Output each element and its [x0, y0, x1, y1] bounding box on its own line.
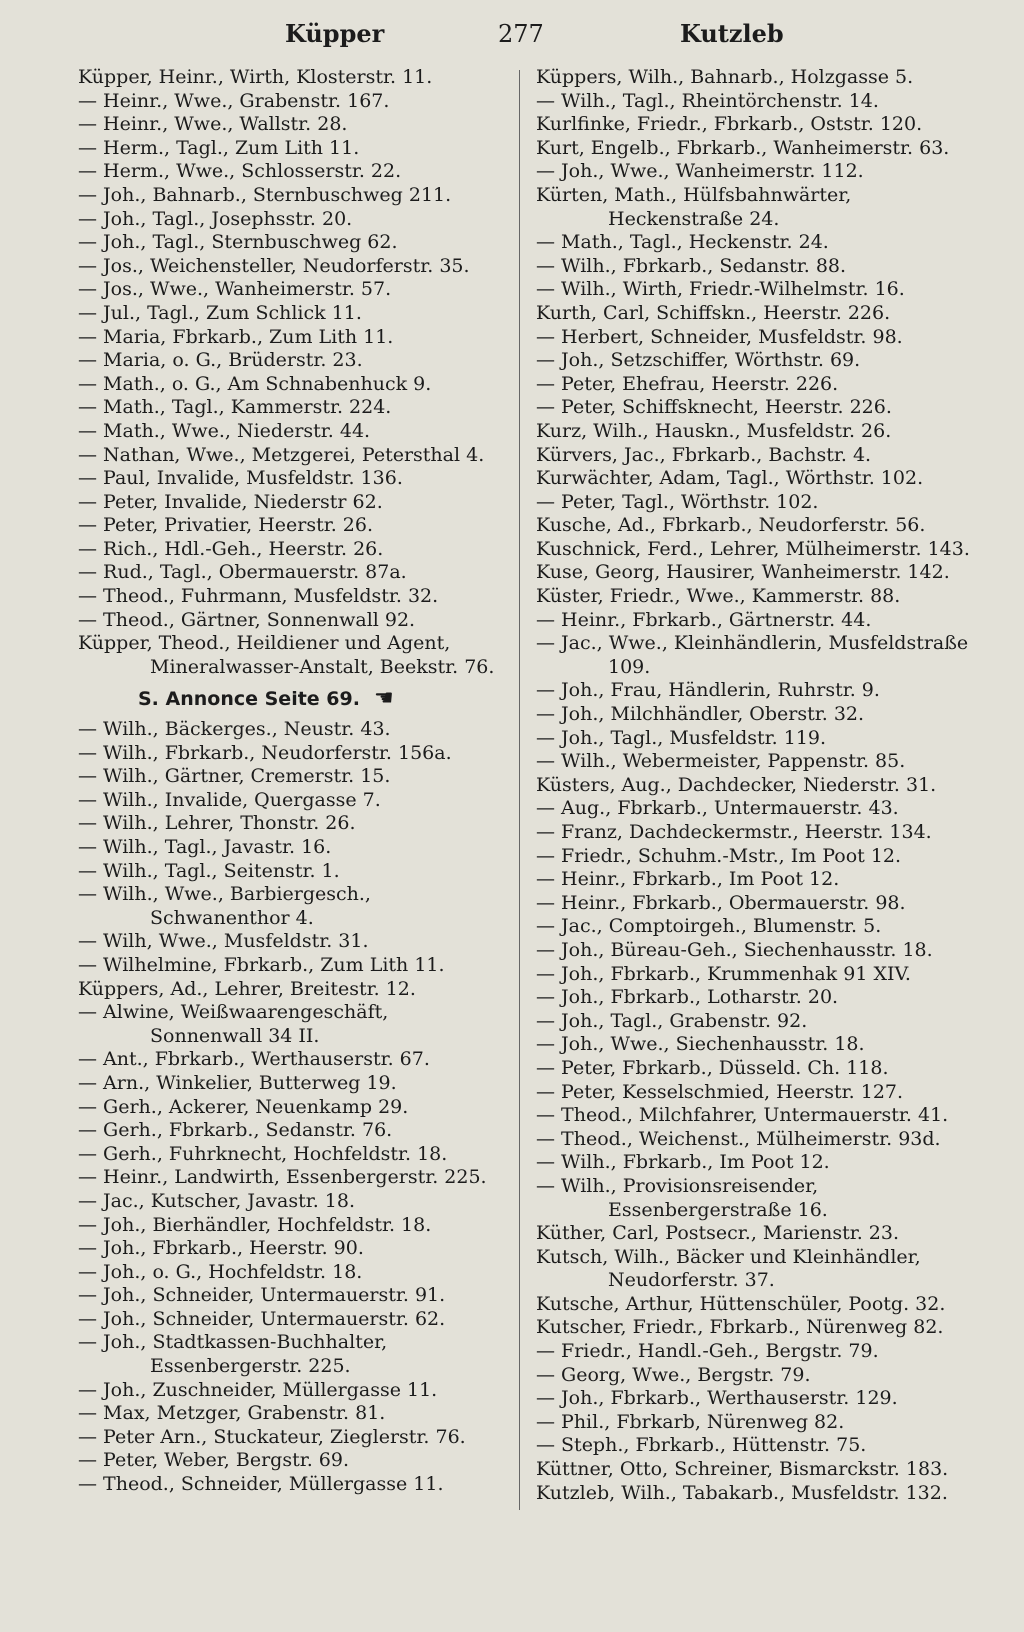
directory-entry: — Joh., Fbrkarb., Heerstr. 90. [78, 1237, 364, 1260]
directory-entry: Küpper, Heinr., Wirth, Klosterstr. 11. [78, 66, 433, 88]
directory-entry: — Jac., Kutscher, Javastr. 18. [78, 1189, 356, 1212]
directory-entry: — Joh., Stadtkassen-Buchhalter, Essenbergerstr. 225. [78, 1331, 388, 1378]
directory-entry: — Phil., Fbrkarb, Nürenweg 82. [536, 1410, 845, 1433]
page-number: 277 [498, 20, 544, 48]
directory-entry: Kurt, Engelb., Fbrkarb., Wanheimerstr. 63. [536, 136, 950, 159]
directory-entry: — Theod., Gärtner, Sonnenwall 92. [78, 608, 416, 631]
directory-entry: — Maria, Fbrkarb., Zum Lith 11. [78, 325, 394, 348]
directory-entry: Küsters, Aug., Dachdecker, Niederstr. 31. [536, 773, 937, 796]
directory-entry: — Joh., Zuschneider, Müllergasse 11. [78, 1378, 438, 1401]
directory-entry: Kutscher, Friedr., Fbrkarb., Nürenweg 82. [536, 1316, 944, 1339]
directory-entry: — Wilh., Gärtner, Cremerstr. 15. [78, 765, 391, 788]
directory-entry: — Wilh., Wwe., Barbiergesch., Schwanenthor 4. [78, 883, 371, 929]
directory-entry: — Joh., Fbrkarb., Krummenhak 91 XIV. [536, 962, 911, 985]
directory-entry: — Peter, Weber, Bergstr. 69. [78, 1449, 350, 1472]
directory-entry: — Maria, o. G., Brüderstr. 23. [78, 349, 363, 372]
directory-entry: Küppers, Wilh., Bahnarb., Holzgasse 5. [536, 66, 914, 88]
directory-entry: — Alwine, Weißwaarengeschäft, Sonnenwall 34 II. [78, 1001, 389, 1047]
directory-entry: — Theod., Schneider, Müllergasse 11. [78, 1473, 444, 1496]
directory-entry: Kutzleb, Wilh., Tabakarb., Musfeldstr. 132. [536, 1481, 948, 1504]
directory-entry: Kuse, Georg, Hausirer, Wanheimerstr. 142. [536, 561, 950, 584]
directory-entry: — Georg, Wwe., Bergstr. 79. [536, 1363, 811, 1386]
directory-entry: — Peter, Invalide, Niederstr 62. [78, 490, 383, 513]
directory-entry: — Joh., Wwe., Wanheimerstr. 112. [536, 160, 864, 183]
directory-entry: — Herm., Tagl., Zum Lith 11. [78, 136, 360, 159]
directory-entry: — Wilh., Tagl., Rheintörchenstr. 14. [536, 89, 879, 112]
directory-entry: Kurth, Carl, Schiffskn., Heerstr. 226. [536, 301, 891, 324]
directory-entry: — Gerh., Ackerer, Neuenkamp 29. [78, 1095, 409, 1118]
directory-entry: — Nathan, Wwe., Metzgerei, Petersthal 4. [78, 443, 485, 466]
directory-entry: — Wilh., Invalide, Quergasse 7. [78, 788, 381, 811]
right-column [536, 66, 972, 1505]
directory-entry: — Peter, Kesselschmied, Heerstr. 127. [536, 1080, 904, 1103]
directory-entry: — Joh., Milchhändler, Oberstr. 32. [536, 703, 865, 726]
annonce-text: S. Annonce Seite 69. [138, 688, 360, 711]
directory-entry: — Herbert, Schneider, Musfeldstr. 98. [536, 325, 903, 348]
directory-entry: — Franz, Dachdeckermstr., Heerstr. 134. [536, 821, 932, 843]
directory-entry: — Peter, Fbrkarb., Düsseld. Ch. 118. [536, 1056, 889, 1079]
directory-entry: — Friedr., Handl.-Geh., Bergstr. 79. [536, 1340, 879, 1363]
directory-entry: — Paul, Invalide, Musfeldstr. 136. [78, 467, 403, 490]
directory-entry: Kutsch, Wilh., Bäcker und Kleinhändler, Neudorferstr. 37. [536, 1245, 921, 1292]
directory-entry: Kürvers, Jac., Fbrkarb., Bachstr. 4. [536, 443, 872, 466]
directory-entry: — Wilh., Webermeister, Pappenstr. 85. [536, 750, 906, 773]
directory-entry: — Herm., Wwe., Schlosserstr. 22. [78, 160, 402, 183]
directory-entry: — Heinr., Landwirth, Essenbergerstr. 225. [78, 1166, 487, 1189]
directory-entry: — Joh., Tagl., Josephsstr. 20. [78, 207, 353, 230]
directory-entry: — Joh., Schneider, Untermauerstr. 91. [78, 1284, 446, 1307]
directory-entry: — Theod., Milchfahrer, Untermauerstr. 41. [536, 1104, 949, 1127]
directory-entry: — Joh., Wwe., Siechenhausstr. 18. [536, 1033, 865, 1056]
directory-entry: — Heinr., Wwe., Grabenstr. 167. [78, 89, 390, 112]
directory-entry: — Wilh., Tagl., Seitenstr. 1. [78, 859, 340, 882]
directory-entry: Küttner, Otto, Schreiner, Bismarckstr. 183. [536, 1458, 949, 1481]
directory-entry: — Joh., Schneider, Untermauerstr. 62. [78, 1307, 446, 1330]
directory-entry: — Wilh., Lehrer, Thonstr. 26. [78, 812, 356, 835]
directory-entry: — Jos., Weichensteller, Neudorferstr. 35. [78, 254, 470, 277]
directory-entry: — Wilh., Fbrkarb., Im Poot 12. [536, 1151, 830, 1174]
directory-entry: — Rich., Hdl.-Geh., Heerstr. 26. [78, 537, 384, 560]
annonce-reference [78, 687, 506, 712]
directory-entry: — Joh., Frau, Händlerin, Ruhrstr. 9. [536, 679, 880, 702]
directory-entry: Kurlfinke, Friedr., Fbrkarb., Oststr. 120. [536, 113, 923, 136]
directory-entry: — Joh., Tagl., Grabenstr. 92. [536, 1009, 808, 1032]
directory-entry: — Wilh., Wirth, Friedr.-Wilhelmstr. 16. [536, 278, 905, 301]
directory-entry: — Joh., Tagl., Musfeldstr. 119. [536, 726, 827, 749]
directory-entry: — Jos., Wwe., Wanheimerstr. 57. [78, 278, 392, 301]
directory-entry: — Rud., Tagl., Obermauerstr. 87a. [78, 561, 407, 584]
directory-entry: Küppers, Ad., Lehrer, Breitestr. 12. [78, 977, 416, 1000]
directory-entry: Küther, Carl, Postsecr., Marienstr. 23. [536, 1222, 899, 1245]
directory-entry: Kürten, Math., Hülfsbahnwärter, Heckenstraße 24. [536, 183, 852, 230]
directory-entry: — Ant., Fbrkarb., Werthauserstr. 67. [78, 1048, 430, 1071]
directory-entry: — Wilh., Fbrkarb., Sedanstr. 88. [536, 254, 847, 277]
directory-entry: — Joh., Fbrkarb., Werthauserstr. 129. [536, 1387, 898, 1410]
directory-entry: — Heinr., Fbrkarb., Im Poot 12. [536, 868, 840, 891]
directory-entry: — Max, Metzger, Grabenstr. 81. [78, 1402, 386, 1425]
directory-entry: — Gerh., Fuhrknecht, Hochfeldstr. 18. [78, 1142, 448, 1165]
directory-entry: — Heinr., Fbrkarb., Obermauerstr. 98. [536, 891, 906, 914]
directory-entry: Kurwächter, Adam, Tagl., Wörthstr. 102. [536, 467, 924, 490]
directory-entry: — Wilh., Provisionsreisender, Essenbergerstraße 16. [536, 1174, 828, 1221]
directory-entry: — Wilhelmine, Fbrkarb., Zum Lith 11. [78, 953, 445, 976]
directory-entry: Kutsche, Arthur, Hüttenschüler, Pootg. 32. [536, 1292, 946, 1315]
directory-entry: — Jac., Comptoirgeh., Blumenstr. 5. [536, 915, 882, 938]
directory-entry: — Gerh., Fbrkarb., Sedanstr. 76. [78, 1119, 393, 1142]
directory-entry: Küster, Friedr., Wwe., Kammerstr. 88. [536, 585, 901, 608]
directory-entry: — Peter, Ehefrau, Heerstr. 226. [536, 372, 839, 395]
directory-entry: — Joh., Bierhändler, Hochfeldstr. 18. [78, 1213, 432, 1236]
directory-entry: — Peter Arn., Stuckateur, Zieglerstr. 76. [78, 1425, 466, 1448]
header-right-keyword: Kutzleb [680, 19, 784, 48]
directory-entry: — Peter, Privatier, Heerstr. 26. [78, 514, 374, 537]
directory-entry: — Wilh, Wwe., Musfeldstr. 31. [78, 930, 369, 953]
directory-entry: — Heinr., Fbrkarb., Gärtnerstr. 44. [536, 608, 872, 631]
directory-entry: — Joh., Bahnarb., Sternbuschweg 211. [78, 183, 452, 206]
directory-entry: — Arn., Winkelier, Butterweg 19. [78, 1071, 397, 1094]
directory-entry: — Theod., Weichenst., Mülheimerstr. 93d. [536, 1127, 941, 1150]
directory-entry: — Aug., Fbrkarb., Untermauerstr. 43. [536, 797, 899, 820]
directory-entry: — Joh., Büreau-Geh., Siechenhausstr. 18. [536, 938, 933, 961]
directory-entry: — Wilh., Fbrkarb., Neudorferstr. 156a. [78, 741, 452, 764]
directory-entry: Kusche, Ad., Fbrkarb., Neudorferstr. 56. [536, 514, 926, 537]
directory-entry: — Steph., Fbrkarb., Hüttenstr. 75. [536, 1434, 867, 1457]
directory-entry: — Theod., Fuhrmann, Musfeldstr. 32. [78, 585, 439, 608]
directory-entry: Küpper, Theod., Heildiener und Agent, Mineralwasser-Anstalt, Beekstr. 76. [78, 632, 495, 678]
directory-entry: — Joh., Tagl., Sternbuschweg 62. [78, 231, 398, 254]
directory-entry: — Wilh., Tagl., Javastr. 16. [78, 836, 332, 858]
directory-entry: Kuschnick, Ferd., Lehrer, Mülheimerstr. 143. [536, 537, 970, 560]
directory-entry: — Joh., Setzschiffer, Wörthstr. 69. [536, 349, 861, 372]
column-divider [519, 70, 520, 1510]
directory-entry: — Math., Tagl., Kammerstr. 224. [78, 396, 392, 419]
directory-entry: — Math., Tagl., Heckenstr. 24. [536, 231, 829, 254]
directory-entry: — Joh., o. G., Hochfeldstr. 18. [78, 1260, 363, 1283]
header-left-keyword: Küpper [285, 19, 385, 48]
directory-entry: — Jac., Wwe., Kleinhändlerin, Musfeldstraße 109. [536, 632, 969, 678]
pointing-hand-icon: ☚ [373, 686, 394, 712]
directory-entry: — Peter, Tagl., Wörthstr. 102. [536, 490, 819, 513]
directory-entry: — Jul., Tagl., Zum Schlick 11. [78, 301, 362, 324]
directory-entry: — Friedr., Schuhm.-Mstr., Im Poot 12. [536, 844, 902, 867]
directory-entry: — Math., o. G., Am Schnabenhuck 9. [78, 372, 432, 395]
directory-entry: — Wilh., Bäckerges., Neustr. 43. [78, 718, 391, 741]
directory-entry: — Heinr., Wwe., Wallstr. 28. [78, 113, 348, 136]
directory-entry: — Peter, Schiffsknecht, Heerstr. 226. [536, 396, 892, 419]
directory-entry: Kurz, Wilh., Hauskn., Musfeldstr. 26. [536, 419, 892, 442]
directory-entry: — Joh., Fbrkarb., Lotharstr. 20. [536, 986, 839, 1009]
directory-entry: — Math., Wwe., Niederstr. 44. [78, 419, 371, 442]
left-column [78, 66, 506, 1497]
